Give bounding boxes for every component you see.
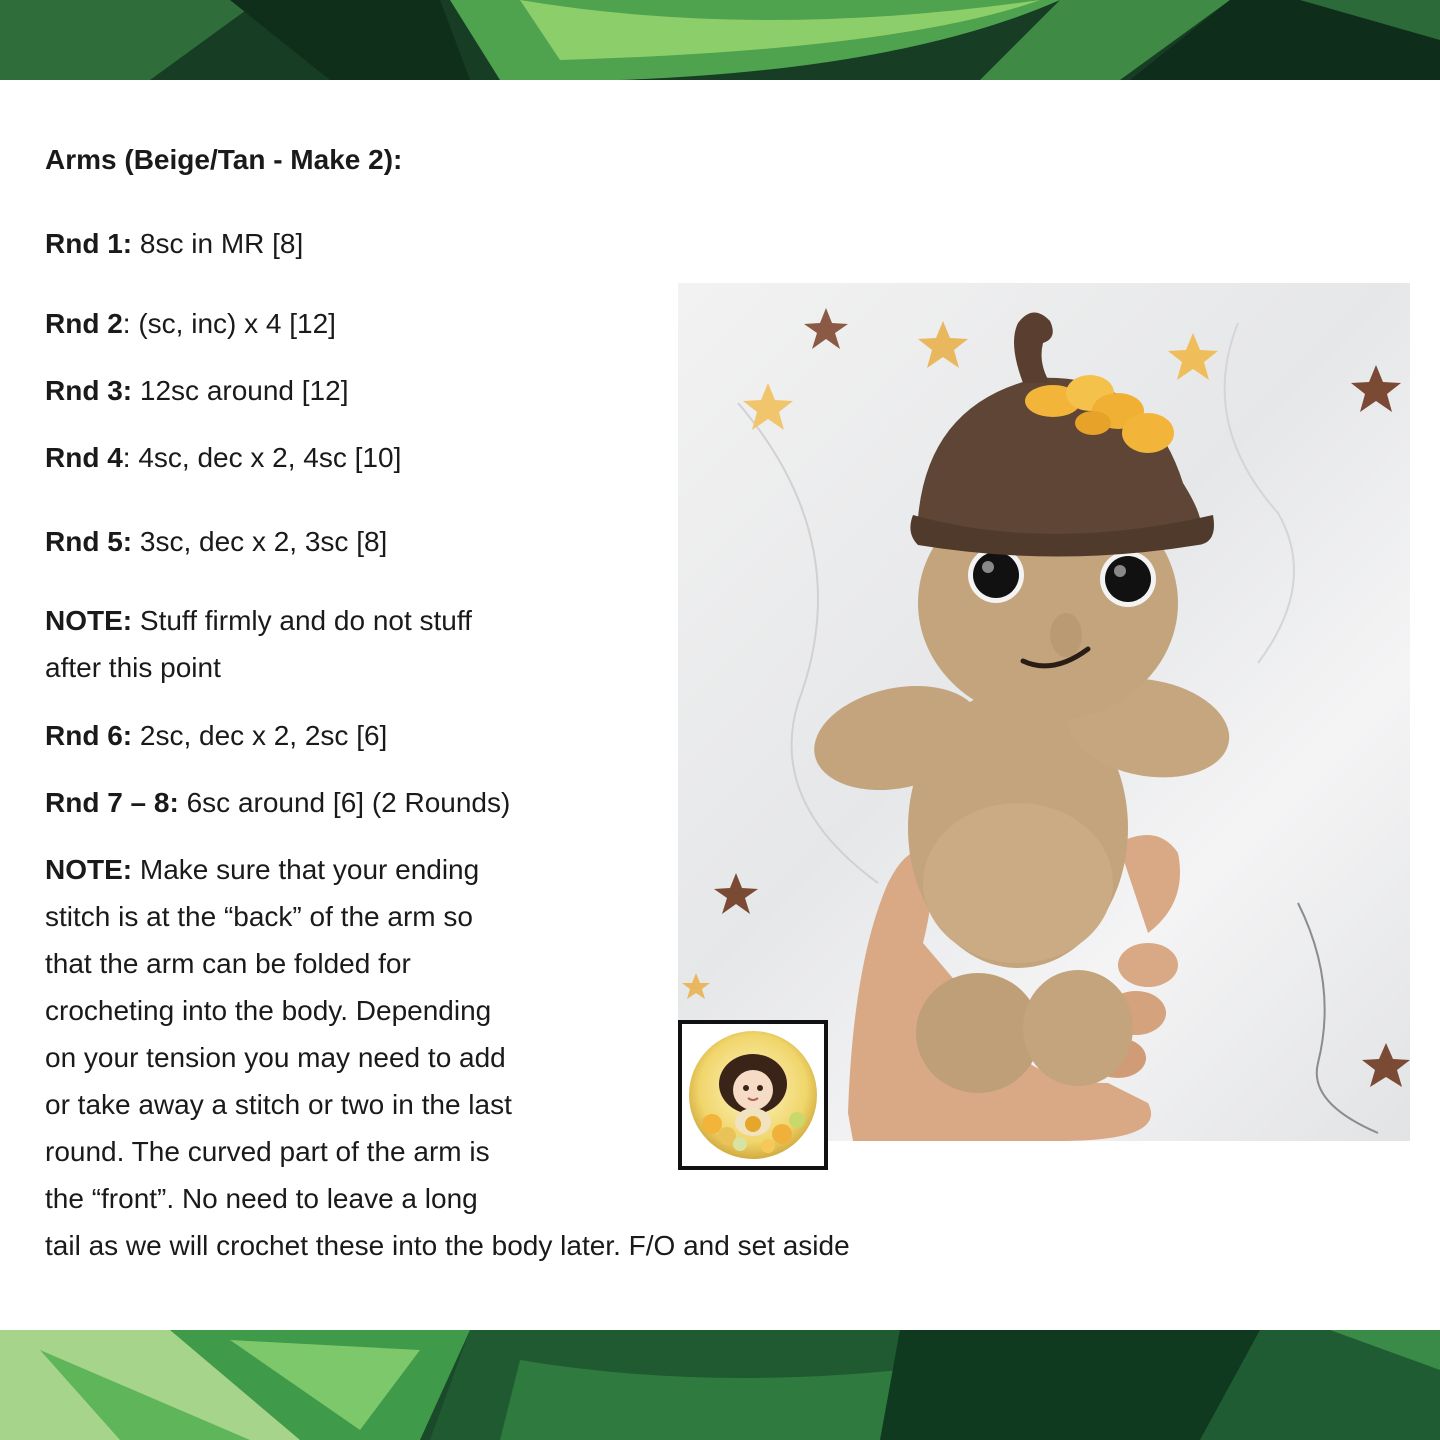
- star-icon: [1351, 365, 1401, 412]
- note-line: NOTE: Stuff firmly and do not stuff: [45, 605, 472, 636]
- amigurumi-photo: [678, 283, 1410, 1141]
- note-line: the “front”. No need to leave a long: [45, 1183, 478, 1214]
- pattern-line: Rnd 6: 2sc, dec x 2, 2sc [6]: [45, 720, 388, 751]
- star-icon: [1362, 1043, 1410, 1087]
- creator-logo: [678, 1020, 828, 1170]
- acorn-doll-illustration: [678, 283, 1410, 1141]
- pattern-line: Rnd 5: 3sc, dec x 2, 3sc [8]: [45, 526, 388, 557]
- note-line: after this point: [45, 652, 221, 683]
- section-heading: Arms (Beige/Tan - Make 2):: [45, 144, 403, 175]
- star-icon: [918, 321, 968, 368]
- note-line: crocheting into the body. Depending: [45, 995, 492, 1026]
- note-line: stitch is at the “back” of the arm so: [45, 901, 473, 932]
- bottom-leaf-banner: [0, 1330, 1440, 1440]
- note-line: on your tension you may need to add: [45, 1042, 506, 1073]
- note-line: or take away a stitch or two in the last: [45, 1089, 512, 1120]
- note-line: round. The curved part of the arm is: [45, 1136, 490, 1167]
- pattern-line: Rnd 7 – 8: 6sc around [6] (2 Rounds): [45, 787, 511, 818]
- pattern-line: Rnd 3: 12sc around [12]: [45, 375, 349, 406]
- note-line: tail as we will crochet these into the body later. F/O and set aside: [45, 1230, 850, 1261]
- pattern-page: [0, 80, 1440, 1330]
- star-icon: [714, 873, 758, 914]
- pattern-line: Rnd 4: 4sc, dec x 2, 4sc [10]: [45, 442, 402, 473]
- top-leaf-banner: [0, 0, 1440, 80]
- pattern-line: Rnd 2: (sc, inc) x 4 [12]: [45, 308, 336, 339]
- star-icon: [1168, 333, 1218, 380]
- character-badge-icon: [682, 1024, 824, 1166]
- star-icon: [682, 973, 710, 999]
- star-icon: [804, 308, 848, 349]
- star-icon: [743, 383, 793, 430]
- pattern-line: Rnd 1: 8sc in MR [8]: [45, 228, 304, 259]
- note-line: NOTE: Make sure that your ending: [45, 854, 480, 885]
- note-line: that the arm can be folded for: [45, 948, 411, 979]
